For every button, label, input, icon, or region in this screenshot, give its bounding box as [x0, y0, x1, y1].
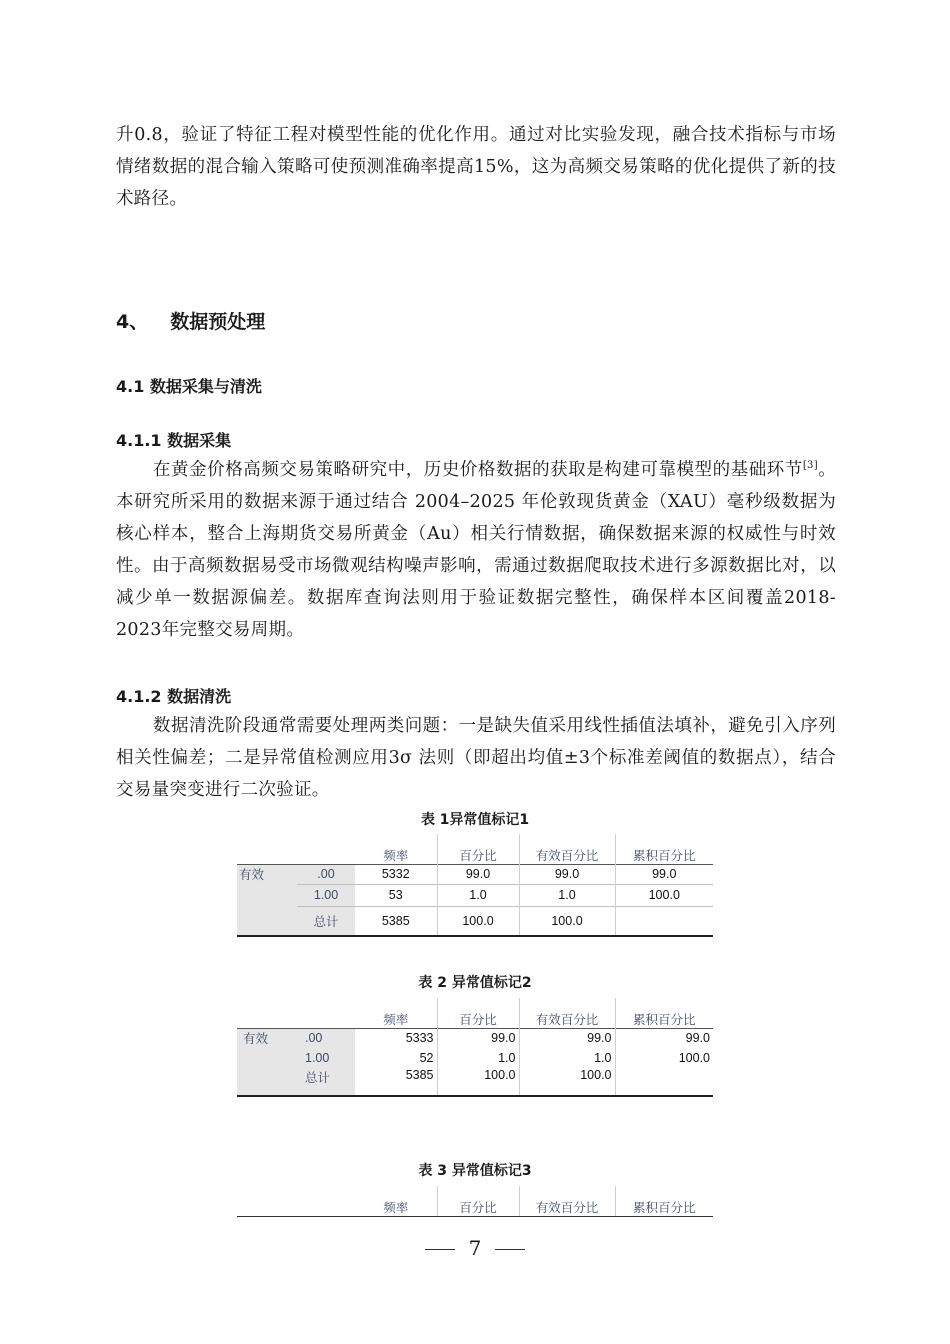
section-heading — [116, 307, 265, 334]
cell-value: 100.0 — [437, 1068, 519, 1096]
header-cumulative-percent: 累积百分比 — [615, 1186, 713, 1216]
table-row — [237, 1028, 713, 1048]
header-percent: 百分比 — [437, 1186, 519, 1216]
table-2-header-row — [237, 998, 713, 1028]
table-3 — [237, 1186, 713, 1217]
cell-value: 99.0 — [615, 1028, 713, 1048]
cell-value: 100.0 — [615, 1048, 713, 1068]
cell-value: 99.0 — [519, 1028, 615, 1048]
cell-value: 53 — [355, 884, 437, 906]
subsubsection-heading-collection: 4.1.1 数据采集 — [116, 431, 232, 450]
cell-value — [615, 906, 713, 936]
cell-value: 5333 — [355, 1028, 437, 1048]
header-frequency: 频率 — [383, 1011, 409, 1027]
table-3-caption: 表 3 异常值标记3 — [418, 1163, 532, 1179]
header-percent: 百分比 — [437, 998, 519, 1028]
page-number-value: 7 — [468, 1236, 482, 1260]
collection-text-a: 在黄金价格高频交易策略研究中，历史价格数据的获取是构建可靠模型的基础环节 — [153, 460, 803, 480]
subsection-heading: 4.1 数据采集与清洗 — [116, 377, 262, 396]
row-label: 总计 — [297, 906, 355, 936]
row-label: 总计 — [297, 1068, 355, 1096]
cell-value: 1.0 — [519, 884, 615, 906]
table-1 — [237, 834, 713, 937]
intro-paragraph: 升0.8，验证了特征工程对模型性能的优化作用。通过对比实验发现，融合技术指标与市场情绪数据的混合输入策略可使预测准确率提高15%，这为高频交易策略的优化提供了新的技术路径。 — [116, 125, 836, 209]
dash-left — [425, 1249, 455, 1250]
cell-value: 99.0 — [615, 864, 713, 884]
cell-value: 99.0 — [437, 1028, 519, 1048]
header-cumulative-percent: 累积百分比 — [615, 834, 713, 864]
table-row — [237, 1048, 713, 1068]
header-frequency: 频率 — [383, 847, 409, 863]
table-2-caption: 表 2 异常值标记2 — [418, 975, 532, 991]
collection-paragraph — [116, 454, 836, 646]
cell-value: 5332 — [355, 864, 437, 884]
cell-value: 5385 — [355, 1068, 437, 1096]
table-1-caption: 表 1异常值标记1 — [420, 812, 530, 828]
header-percent: 百分比 — [437, 834, 519, 864]
section-title: 数据预处理 — [170, 311, 266, 333]
row-label: 1.00 — [297, 1048, 355, 1068]
cell-value: 100.0 — [519, 1068, 615, 1096]
page-number — [0, 1236, 950, 1260]
cleaning-paragraph: 数据清洗阶段通常需要处理两类问题：一是缺失值采用线性插值法填补，避免引入序列相关性偏差；二是异常值检测应用3σ 法则（即超出均值±3个标准差阈值的数据点），结合交易量突变进行二次验证。 — [116, 716, 836, 800]
cell-value: 1.0 — [519, 1048, 615, 1068]
table-row — [237, 884, 713, 906]
cell-value: 100.0 — [615, 884, 713, 906]
table-1-header-row — [237, 834, 713, 864]
table-row — [237, 906, 713, 936]
cell-value: 99.0 — [437, 864, 519, 884]
cell-value: 99.0 — [519, 864, 615, 884]
header-valid-percent: 有效百分比 — [519, 1186, 615, 1216]
subsubsection-heading-cleaning: 4.1.2 数据清洗 — [116, 687, 232, 706]
header-valid-percent: 有效百分比 — [519, 834, 615, 864]
cell-value — [615, 1068, 713, 1096]
table-row — [237, 864, 713, 884]
cell-value: 100.0 — [437, 906, 519, 936]
cell-value: 5385 — [355, 906, 437, 936]
row-label: .00 — [297, 864, 355, 884]
cell-value: 1.0 — [437, 884, 519, 906]
table-2 — [237, 998, 713, 1097]
table-row — [237, 1068, 713, 1096]
table-3-header-row — [237, 1186, 713, 1216]
cell-value: 1.0 — [437, 1048, 519, 1068]
row-label: 1.00 — [297, 884, 355, 906]
group-label: 有效 — [237, 1028, 297, 1048]
section-number: 4、 — [116, 311, 149, 333]
header-cumulative-percent: 累积百分比 — [615, 998, 713, 1028]
cell-value: 52 — [419, 1051, 434, 1065]
citation-reference: [3] — [802, 460, 818, 472]
row-label: .00 — [297, 1028, 355, 1048]
dash-right — [495, 1249, 525, 1250]
collection-text-b: 。本研究所采用的数据来源于通过结合 2004–2025 年伦敦现货黄金（XAU）毫秒级数据为核心样本，整合上海期货交易所黄金（Au）相关行情数据，确保数据来源的权威性与时效性。由于高频数据易受市场微观结构噪声影响，需通过数据爬取技术进行多源数据比对，以减少单一数据源偏差。数据库查询法则用于验证数据完整性，确保样本区间覆盖2018-2023年完整交易周期。 — [116, 460, 836, 640]
header-valid-percent: 有效百分比 — [519, 998, 615, 1028]
group-label: 有效 — [237, 864, 297, 884]
header-frequency: 频率 — [355, 1186, 437, 1216]
cell-value: 100.0 — [519, 906, 615, 936]
